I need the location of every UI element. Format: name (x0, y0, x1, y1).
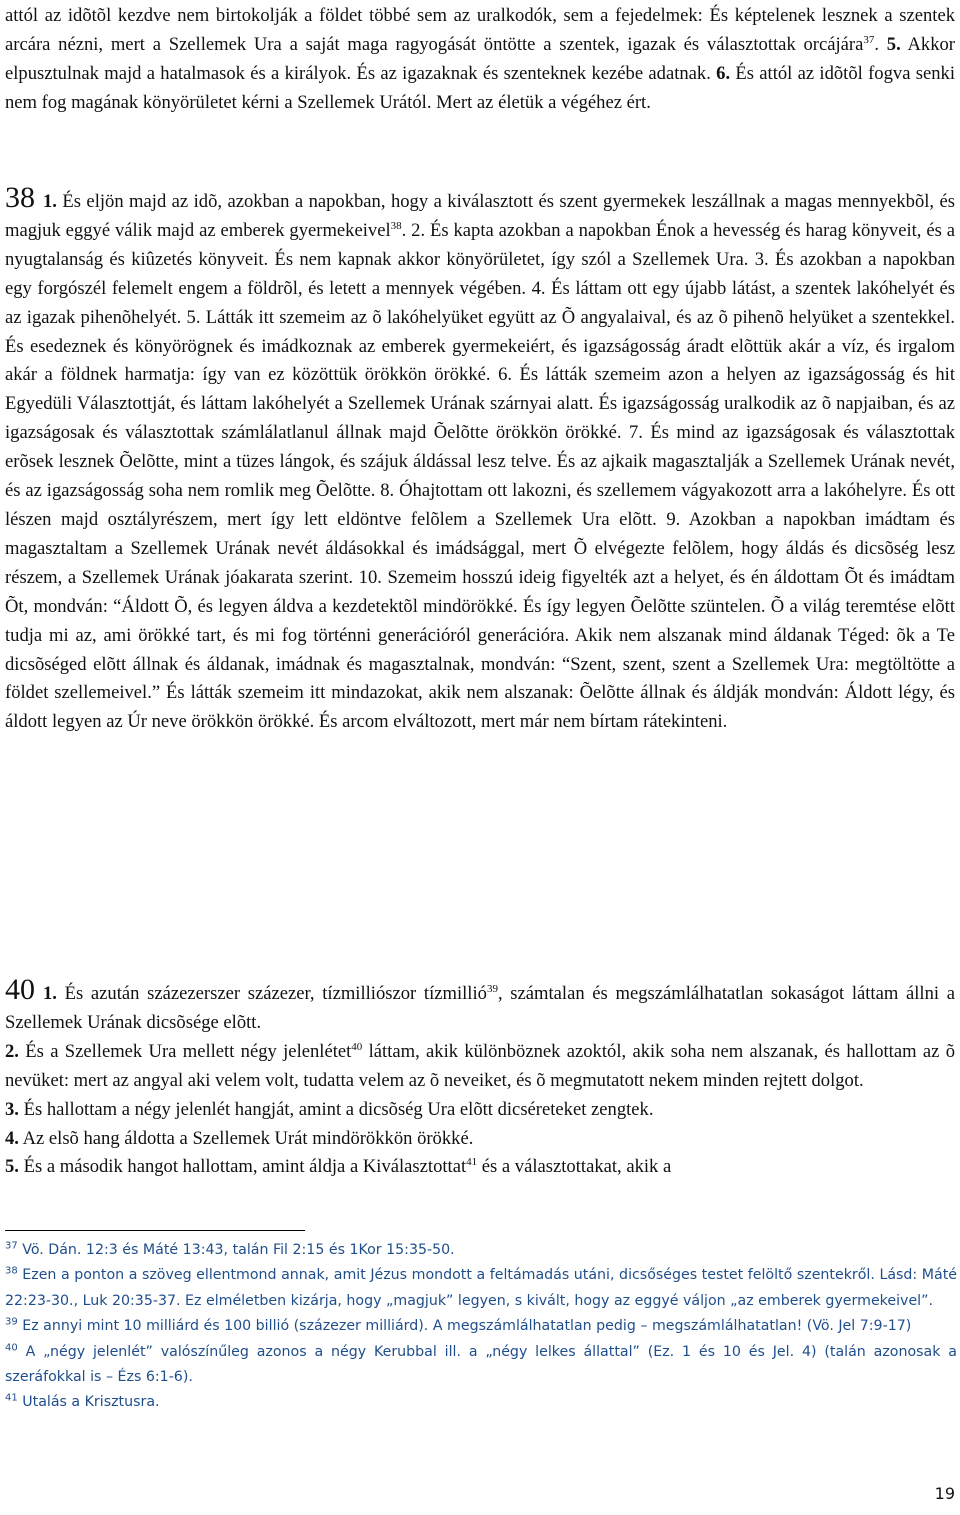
footnote-37: $^{37}$ Vö. Dán. 12:3 és Máté 13:43, talán Fil 2:15 és 1Kor 15:35-50. (5, 1240, 455, 1258)
footnote-ref-39[interactable]: 39 (486, 982, 498, 995)
verse-number: 4. (5, 1127, 19, 1149)
verse-1: 40 1. És azután százezerszer százezer, tízmilliószor tízmillió$^{39}$, számtalan és megszámlálhatatlan sokaságot láttam állni a Szellemek Urának dicsõsége elõtt. (5, 973, 955, 1033)
verse-number: 1. (43, 191, 57, 212)
verse-number: 1. (43, 983, 57, 1004)
footnote-ref-40[interactable]: 40 (351, 1040, 363, 1053)
verse-number: 2. (5, 1040, 19, 1062)
footnote-ref-38[interactable]: 38 (390, 219, 402, 232)
verse-4: 4. Az elsõ hang áldotta a Szellemek Urát mindörökkön örökké. (5, 1127, 474, 1149)
footnote-ref-37[interactable]: 37 (863, 33, 875, 46)
verse-text: 38 1. És eljön majd az idõ, azokban a napokban, hogy a kiválasztott és szent gyermekek leszállnak a magas mennyekbõl, és magjuk eggyé válik majd az emberek gyermekeivel$^{38}$. 2. És kapta azokban a napokban Énok a hevesség és harag könyveit, és a nyugtalanság és kiûzetés könyveit. És nem kapnak akkor könyörületet, így szól a Szellemek Ura. 3. És azokban a napokban egy forgószél felemelt engem a földrõl, és letett a mennyek végében. 4. És láttam ott egy újabb látást, a szentek lakóhelyét és az igazak pihenõhelyét. 5. Látták itt szemeim az õ lakóhelyüket együtt az Õ angyalaival, és az õ pihenõ helyüket a szentekkel. És esedeznek és könyörögnek és imádkoznak az emberek gyermekeiért, és igazságosság áradt elõttük akár a víz, és irgalom akár a földnek harmatja: így van ez közöttük örökkön örökké. 6. És látták szemeim azon a helyen az igazságosság és hit Egyedüli Választottját, és láttam lakóhelyét a Szellemek Urának szárnyai alatt. És igazságosság uralkodik az õ napjaiban, és az igazságosak és választottak számlálatlanul állnak majd Õelõtte örökkön örökké. 7. És mind az igazságosak és választottak erõsek lesznek Õelõtte, mint a tüzes lángok, és szájuk áldással lesz telve. És az ajkaik magasztalják a Szellemek Urának nevét, és az igazságosság soha nem romlik meg Õelõtte. 8. Óhajtottam ott lakozni, és szellemem vágyakozott arra a lakóhelyre. És ott lészen majd osztályrészem, mert így lett eldöntve felõlem a Szellemek Ura elõtt. 9. Azokban a napokban imádtam és magasztaltam a Szellemek Urának nevét áldásokkal és imádsággal, mert Õ elvégezte felõlem, hogy áldás és dicsõség lesz részem, a Szellemek Urának jóakarata szerint. 10. Szemeim hosszú ideig figyelték azt a helyet, és én áldottam Õt és imádtam Õt, mondván: “Áldott Õ, és legyen áldva a kezdetektõl mindörökké. És így legyen Õelõtte szüntelen. Õ a világ teremtése elõtt tudja mi az, ami örökké tart, és mi fog történni generációról generációra. Akik nem alszanak mind áldanak Téged: õk a Te dicsõséged elõtt állnak és áldanak, imádnak és magasztalnak, mondván: “Szent, szent, szent a Szellemek Ura: megtöltötte a földet szellemeivel.” És látták szemeim itt mindazokat, akik nem alszanak: Õelõtte állnak és áldják mondván: Áldott légy, és áldott legyen az Úr neve örökkön örökké. És arcom elváltozott, mert már nem bírtam rátekinteni. (5, 181, 955, 733)
verse-3: 3. És hallottam a négy jelenlét hangját, amint a dicsõség Ura elõtt dicséreteket zengtek. (5, 1098, 654, 1120)
verse-number: 5. (5, 1156, 19, 1178)
footnote-separator (5, 1230, 305, 1231)
verse-5: 5. És a második hangot hallottam, amint áldja a Kiválasztottat$^{41}$ és a választottakat, akik a (5, 1156, 672, 1178)
footnote-41: $^{41}$ Utalás a Krisztusra. (5, 1392, 160, 1411)
footnote-40: $^{40}$ A „négy jelenlét” valószínűleg azonos a négy Kerubbal ill. a „négy lelkes állattal” (Ez. 1 és 10 és Jel. 4) (talán azonosak a szeráfokkal is – Ézs 6:1-6). (5, 1341, 957, 1386)
verse-2: 2. És a Szellemek Ura mellett négy jelenlétet$^{40}$ láttam, akik különböznek azoktól, akik soha nem alszanak, és hallottam az õ nevüket: mert az angyal aki velem volt, tudatta velem az õ neveiket, és õ megmutatott nekem minden rejtett dolgot. (5, 1040, 955, 1091)
chapter-number: 38 (5, 181, 35, 214)
verse-number: 3. (5, 1098, 19, 1120)
chapter-38 (5, 181, 955, 737)
footnotes (5, 1238, 957, 1416)
paragraph-chapter-37-end (5, 2, 955, 118)
footnote-39: $^{39}$ Ez annyi mint 10 milliárd és 100 billió (százezer milliárd). A megszámlálhatatlan pedig – megszámlálhatatlan! (Vö. Jel 7:9-17) (5, 1316, 912, 1335)
chapter-number: 40 (5, 973, 35, 1006)
verse-number: 5. (886, 33, 901, 55)
verse-text: attól az idõtõl kezdve nem birtokolják a földet többé sem az uralkodók, sem a fejedelmek: És képtelenek lesznek a szentek arcára nézni, mert a Szellemek Ura a saját maga ragyogását öntötte a szentek, igazak és választottak orcájára$^{37}$. 5. Akkor elpusztulnak majd a hatalmasok és a királyok. És az igazaknak és szenteknek kezébe adatnak. 6. És attól az idõtõl fogva senki nem fog magának könyörületet kérni a Szellemek Urától. Mert az életük a végéhez ért. (5, 5, 956, 113)
verse-number: 6. (716, 62, 731, 84)
page-number: 19 (934, 1484, 955, 1503)
chapter-40 (5, 973, 955, 1182)
footnote-ref-41[interactable]: 41 (466, 1156, 478, 1169)
footnote-38: $^{38}$ Ezen a ponton a szöveg ellentmond annak, amit Jézus mondott a feltámadás utáni, dicsőséges testet felöltő szentekről. Lásd: Máté 22:23-30., Luk 20:35-37. Ez elméletben kizárja, hogy „magjuk” legyen, s kivált, hogy az eggyé váljon „az emberek gyermekeivel”. (5, 1265, 957, 1309)
